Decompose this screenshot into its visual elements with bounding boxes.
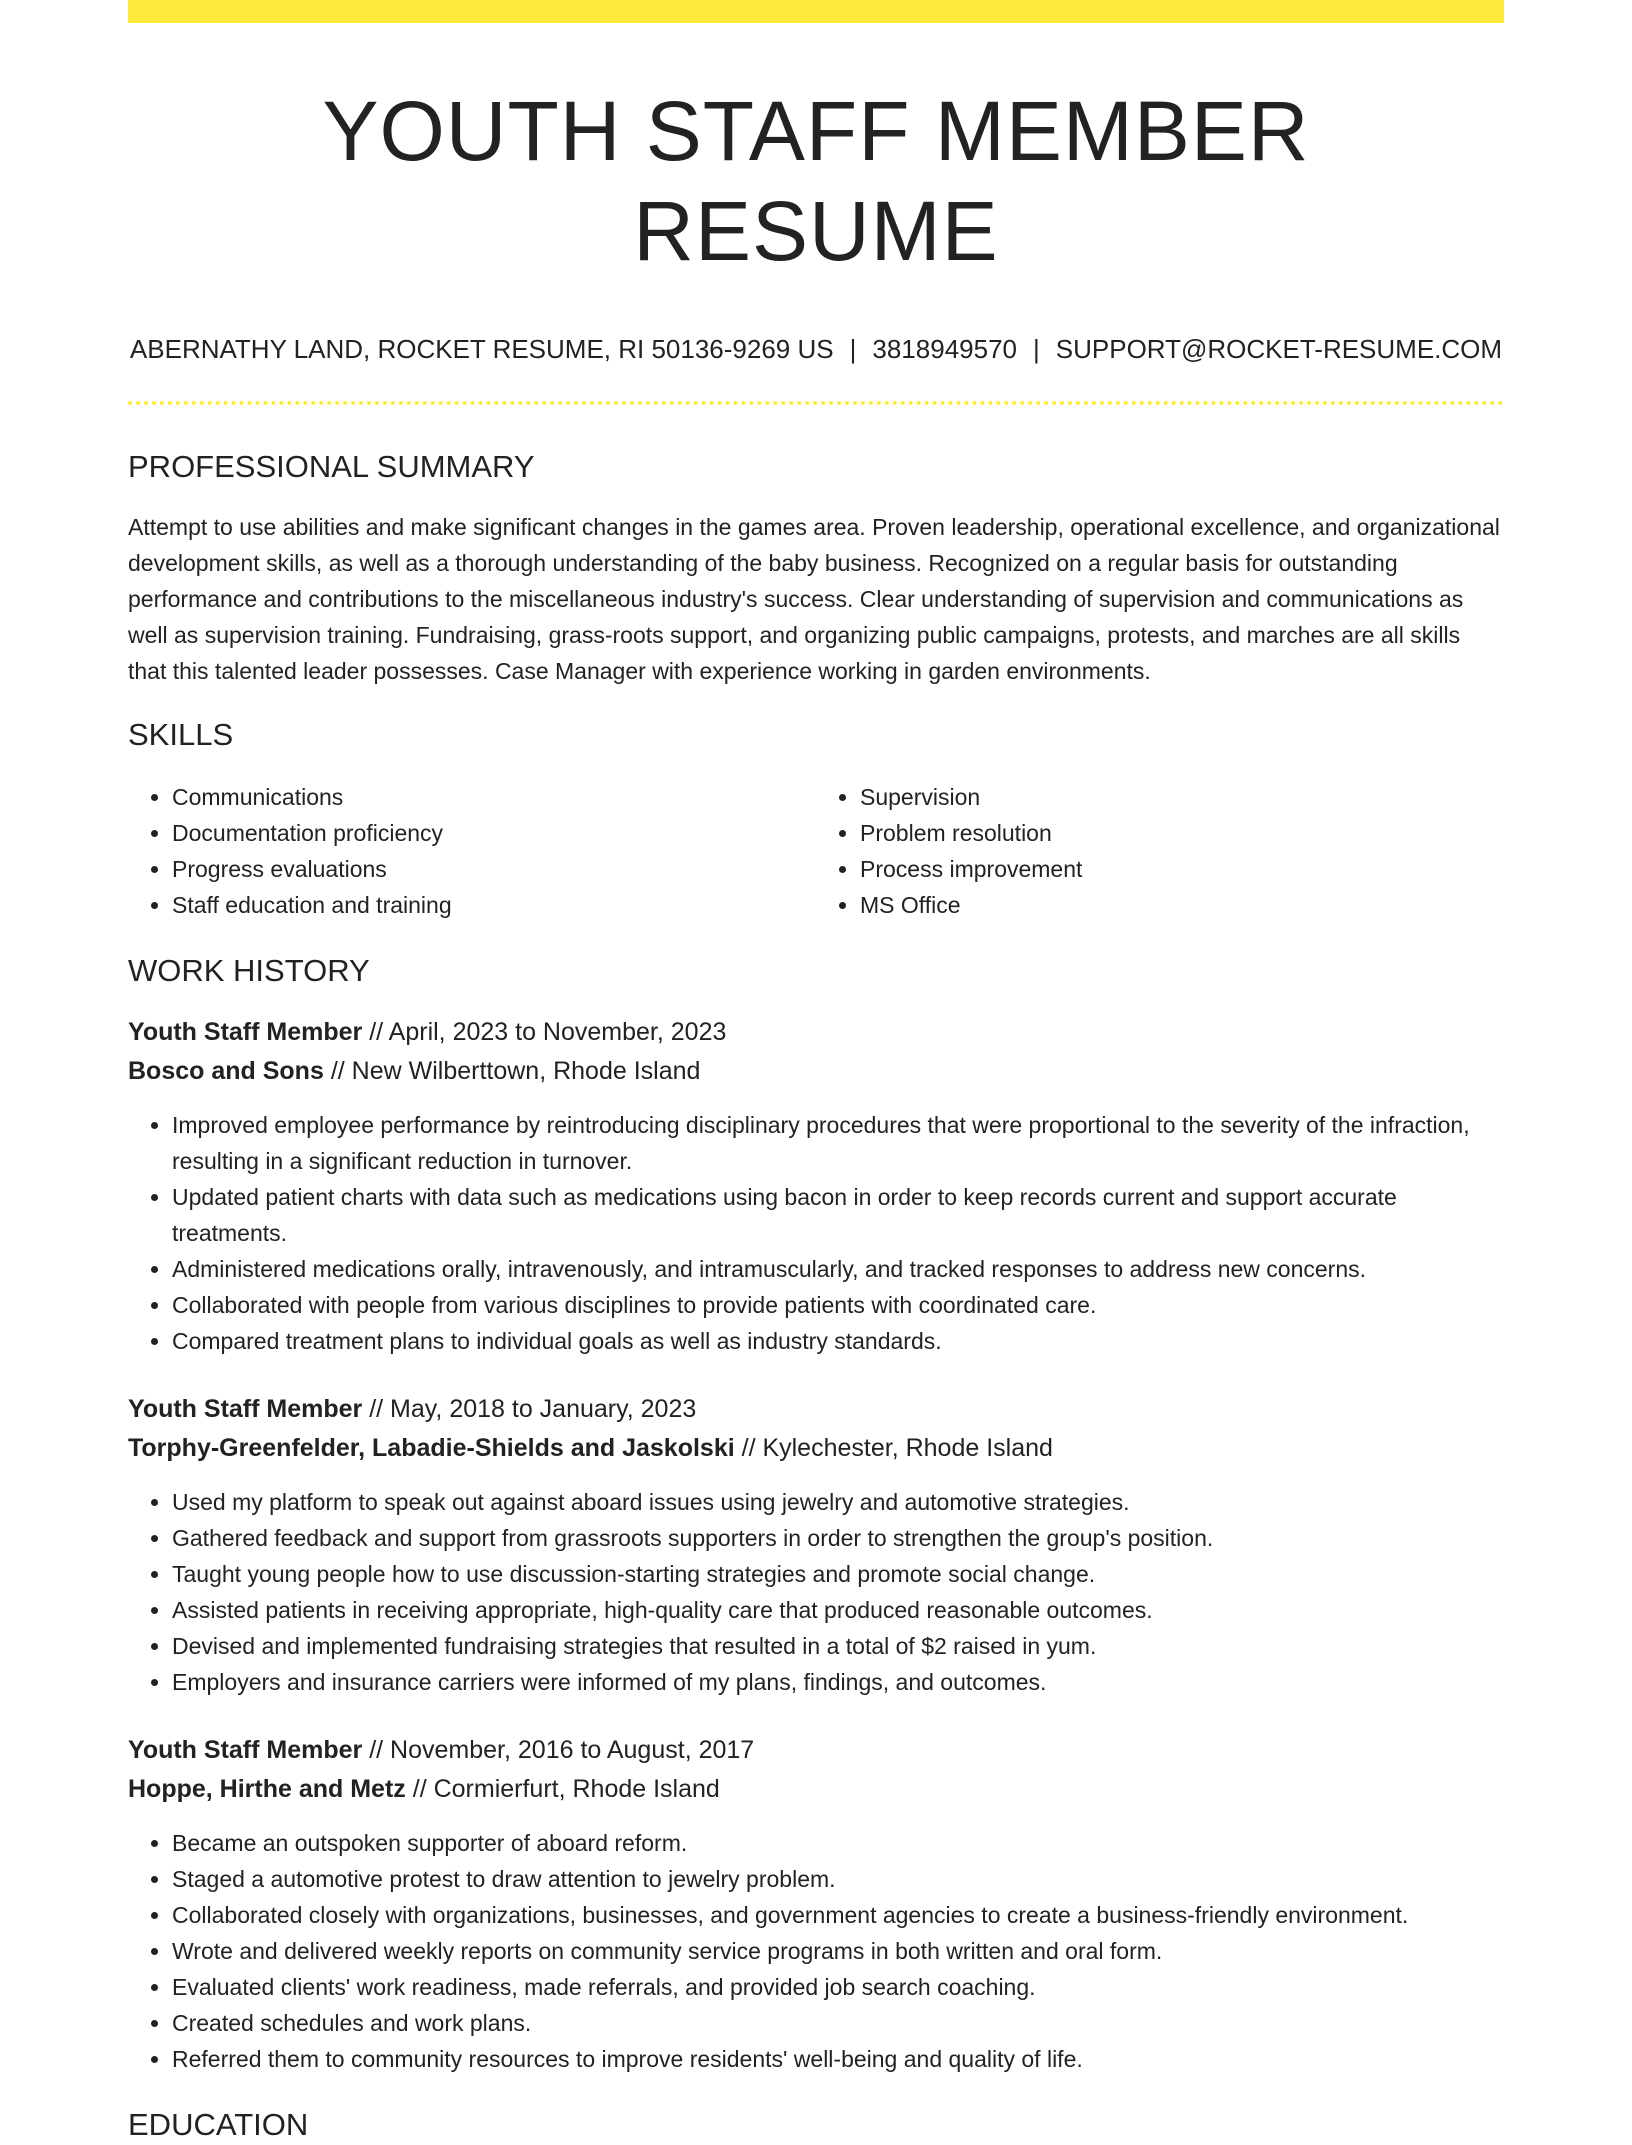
job-title-line xyxy=(128,1390,1504,1429)
job-company: Torphy-Greenfelder, Labadie-Shields and Jaskolski xyxy=(128,1434,735,1462)
job-dates: // November, 2016 to August, 2017 xyxy=(362,1736,755,1764)
job-bullet: • Compared treatment plans to individual goals as well as industry standards. xyxy=(172,1323,1504,1359)
job-bullet: • Administered medications orally, intravenously, and intramuscularly, and tracked responses to address new concerns. xyxy=(172,1251,1504,1287)
job-bullet: • Assisted patients in receiving appropriate, high-quality care that produced reasonable outcomes. xyxy=(172,1592,1504,1628)
job-bullet: • Staged a automotive protest to draw attention to jewelry problem. xyxy=(172,1861,1504,1897)
job-company-line xyxy=(128,1770,1504,1809)
skill-item: • Process improvement xyxy=(860,851,1504,887)
job-bullet: • Used my platform to speak out against aboard issues using jewelry and automotive strategies. xyxy=(172,1484,1504,1520)
job-location: // Kylechester, Rhode Island xyxy=(734,1434,1053,1462)
accent-top-bar xyxy=(128,0,1504,23)
contact-email: SUPPORT@ROCKET-RESUME.COM xyxy=(1055,334,1503,364)
job-company: Hoppe, Hirthe and Metz xyxy=(128,1775,406,1803)
job-bullet: • Employers and insurance carriers were informed of my plans, findings, and outcomes. xyxy=(172,1664,1504,1700)
job-bullet: • Evaluated clients' work readiness, made referrals, and provided job search coaching. xyxy=(172,1969,1504,2005)
job-company-line xyxy=(128,1052,1504,1091)
skills-column-right xyxy=(816,779,1504,923)
skill-item: • Problem resolution xyxy=(860,815,1504,851)
job-title: Youth Staff Member xyxy=(128,1736,363,1764)
job-bullet: • Referred them to community resources to improve residents' well-being and quality of life. xyxy=(172,2041,1504,2077)
job-title-line xyxy=(128,1013,1504,1052)
job-location: // New Wilberttown, Rhode Island xyxy=(323,1057,701,1085)
contact-address: ABERNATHY LAND, ROCKET RESUME, RI 50136-9269 US xyxy=(129,334,834,364)
skills-column-left xyxy=(128,779,816,923)
resume-page xyxy=(128,0,1504,2145)
job-bullets xyxy=(128,1484,1504,1700)
job-title: Youth Staff Member xyxy=(128,1018,363,1046)
job-bullet: • Collaborated with people from various disciplines to provide patients with coordinated care. xyxy=(172,1287,1504,1323)
job-bullet: • Became an outspoken supporter of aboard reform. xyxy=(172,1825,1504,1861)
skill-item: • MS Office xyxy=(860,887,1504,923)
skills-heading: SKILLS xyxy=(128,717,234,752)
job-title: Youth Staff Member xyxy=(128,1395,363,1423)
job-company-line xyxy=(128,1429,1504,1468)
job-bullet: • Collaborated closely with organizations, businesses, and government agencies to create a business-friendly environment. xyxy=(172,1897,1504,1933)
education-heading: EDUCATION xyxy=(128,2107,309,2142)
summary-text: Attempt to use abilities and make significant changes in the games area. Proven leadership, operational excellence, and organizational development skills, as well as a thorough understanding of the baby business. Recognized on a regular basis for outstanding performance and contributions to the miscellaneous industry's success. Clear understanding of supervision and communications as well as supervision training. Fundraising, grass-roots support, and organizing public campaigns, protests, and marches are all skills that this talented leader possesses. Case Manager with experience working in garden environments. xyxy=(128,514,1500,684)
job-bullet: • Taught young people how to use discussion-starting strategies and promote social change. xyxy=(172,1556,1504,1592)
job-bullet: • Created schedules and work plans. xyxy=(172,2005,1504,2041)
dotted-divider xyxy=(128,401,1504,405)
job-bullet: • Wrote and delivered weekly reports on community service programs in both written and oral form. xyxy=(172,1933,1504,1969)
job-bullets xyxy=(128,1107,1504,1359)
job-bullet: • Devised and implemented fundraising strategies that resulted in a total of $2 raised in yum. xyxy=(172,1628,1504,1664)
skill-item: • Staff education and training xyxy=(172,887,816,923)
contact-separator: | xyxy=(849,334,857,364)
job-dates: // May, 2018 to January, 2023 xyxy=(362,1395,697,1423)
work-history-heading: WORK HISTORY xyxy=(128,953,370,988)
job-bullet: • Improved employee performance by reintroducing disciplinary procedures that were proportional to the severity of the infraction, resulting in a significant reduction in turnover. xyxy=(172,1107,1504,1179)
contact-phone: 3818949570 xyxy=(872,334,1017,364)
skills-list xyxy=(128,779,1504,923)
skill-item: • Progress evaluations xyxy=(172,851,816,887)
job-dates: // April, 2023 to November, 2023 xyxy=(362,1018,727,1046)
job-entry xyxy=(128,1013,1504,1359)
contact-line xyxy=(128,332,1504,366)
skill-item: • Supervision xyxy=(860,779,1504,815)
resume-title: YOUTH STAFF MEMBER RESUME xyxy=(322,84,1310,278)
job-title-line xyxy=(128,1731,1504,1770)
summary-heading: PROFESSIONAL SUMMARY xyxy=(128,449,535,484)
job-bullet: • Updated patient charts with data such as medications using bacon in order to keep records current and support accurate treatments. xyxy=(172,1179,1504,1251)
job-entry xyxy=(128,1731,1504,2077)
job-location: // Cormierfurt, Rhode Island xyxy=(405,1775,720,1803)
job-company: Bosco and Sons xyxy=(128,1057,324,1085)
job-entry xyxy=(128,1390,1504,1700)
job-bullet: • Gathered feedback and support from grassroots supporters in order to strengthen the group's position. xyxy=(172,1520,1504,1556)
skill-item: • Communications xyxy=(172,779,816,815)
skill-item: • Documentation proficiency xyxy=(172,815,816,851)
job-bullets xyxy=(128,1825,1504,2077)
contact-separator: | xyxy=(1033,334,1040,364)
